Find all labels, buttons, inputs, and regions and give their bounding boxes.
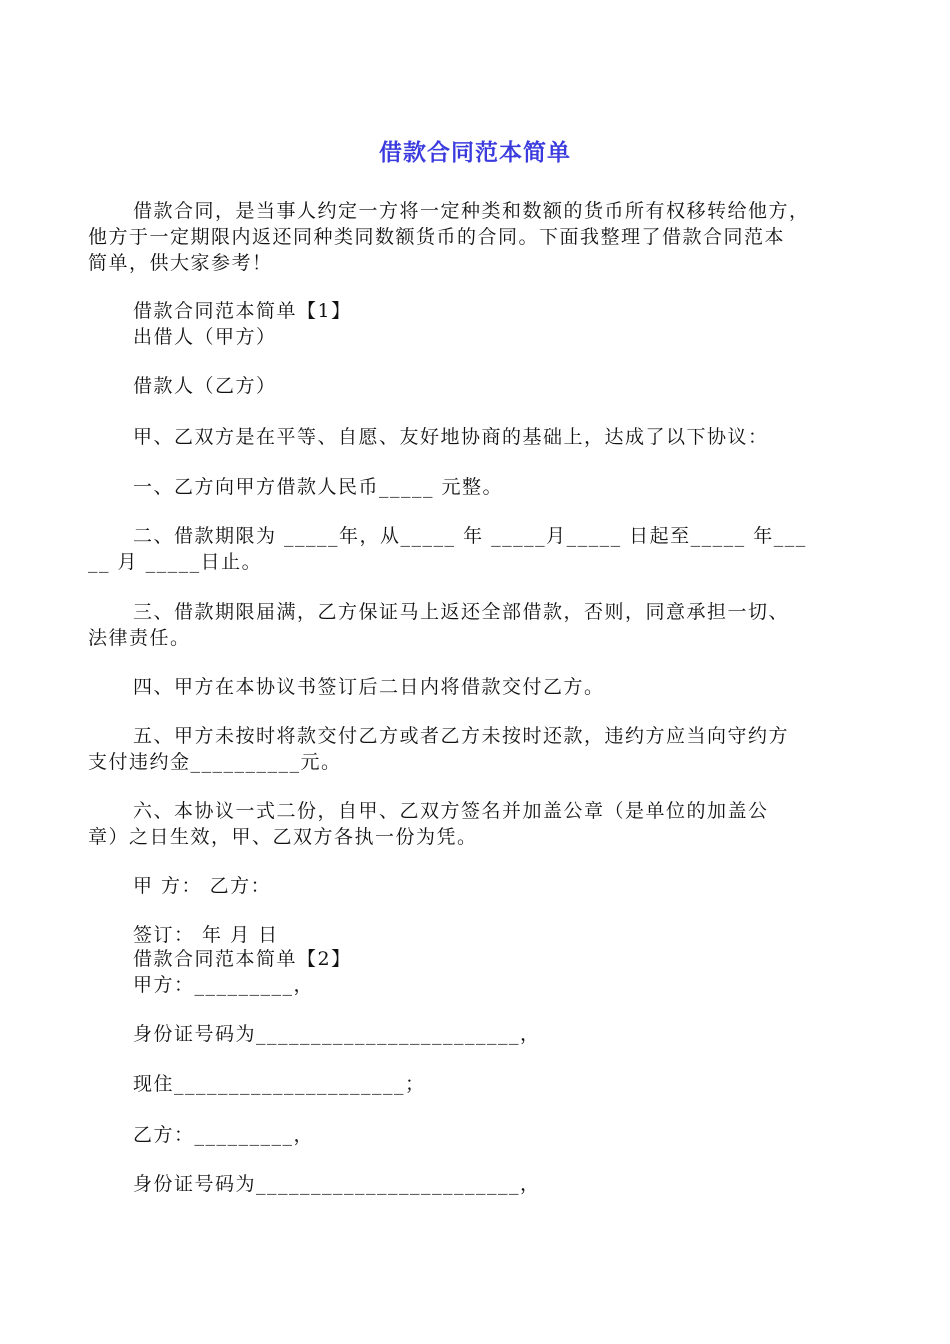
section-heading-1: 借款合同范本简单【1】 [133,300,352,322]
intro-line-2: 他方于一定期限内返还同种类同数额货币的合同。下面我整理了借款合同范本 [88,226,786,248]
party-a-id-field: 身份证号码为________________________， [133,1023,541,1045]
lender-line: 出借人（甲方） [133,326,277,348]
clause-2-line-1: 二、借款期限为 _____年，从_____ 年 _____月_____ 日起至_____ 年___ [133,525,807,547]
intro-line-3: 简单，供大家参考！ [88,252,273,274]
party-b-id-field: 身份证号码为________________________， [133,1173,541,1195]
clause-6-line-2: 章）之日生效，甲、乙双方各执一份为凭。 [88,826,478,848]
clause-4: 四、甲方在本协议书签订后二日内将借款交付乙方。 [133,676,605,698]
document-title: 借款合同范本简单 [379,140,571,166]
clause-6-line-1: 六、本协议一式二份，自甲、乙双方签名并加盖公章（是单位的加盖公 [133,800,769,822]
party-b-field: 乙方：_________， [133,1124,315,1146]
clause-5-line-2: 支付违约金__________元。 [88,751,342,773]
borrower-line: 借款人（乙方） [133,375,277,397]
signature-parties: 甲 方： 乙方： [133,875,272,897]
clause-3-line-1: 三、借款期限届满，乙方保证马上返还全部借款，否则，同意承担一切、 [133,601,790,623]
clause-2-line-2: __ 月 _____日止。 [88,551,263,573]
section-heading-2: 借款合同范本简单【2】 [133,948,352,970]
party-a-address-field: 现住_____________________； [133,1073,426,1095]
intro-line-1: 借款合同，是当事人约定一方将一定种类和数额的货币所有权移转给他方， [133,200,810,222]
signing-date: 签订： 年 月 日 [133,924,279,946]
clause-3-line-2: 法律责任。 [88,627,191,649]
clause-5-line-1: 五、甲方未按时将款交付乙方或者乙方未按时还款，违约方应当向守约方 [133,725,790,747]
clause-1: 一、乙方向甲方借款人民币_____ 元整。 [133,476,504,498]
agreement-preamble: 甲、乙双方是在平等、自愿、友好地协商的基础上，达成了以下协议： [133,426,769,448]
party-a-field: 甲方：_________， [133,974,315,996]
